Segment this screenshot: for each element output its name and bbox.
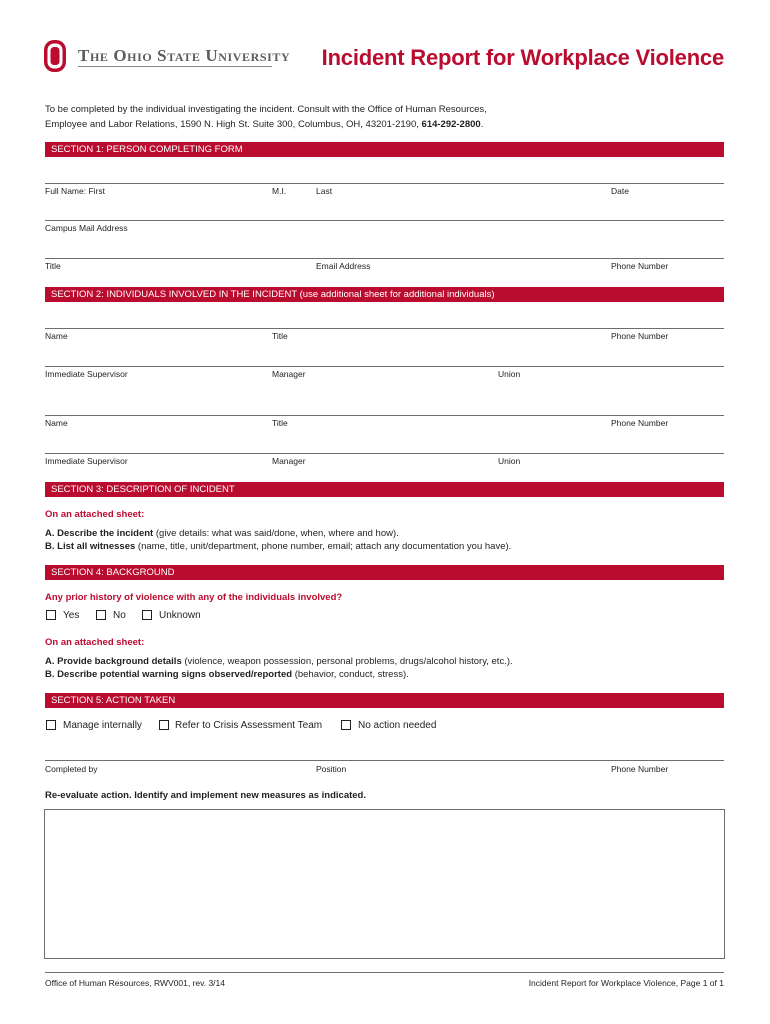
section-4-subhead: On an attached sheet: — [45, 637, 145, 648]
checkbox-refer-crisis-team-label: Refer to Crisis Assessment Team — [175, 720, 323, 731]
checkbox-unknown[interactable] — [142, 610, 152, 620]
section-3-subhead: On an attached sheet: — [45, 509, 145, 520]
label-supervisor: Immediate Supervisor — [45, 456, 128, 466]
label-individual-phone: Phone Number — [611, 418, 669, 428]
ohio-state-logo-icon — [44, 40, 66, 72]
intro-end: . — [480, 118, 484, 130]
checkbox-unknown-label: Unknown — [159, 610, 201, 621]
checkbox-no-label: No — [113, 610, 126, 621]
intro-line-2 — [45, 118, 487, 133]
section-3-item-b — [45, 540, 511, 554]
university-name: The Ohio State University — [78, 46, 291, 65]
reevaluate-instruction: Re-evaluate action. Identify and implement new measures as indicated. — [45, 790, 366, 801]
label-individual-title: Title — [272, 331, 288, 341]
label-union: Union — [498, 456, 521, 466]
item-b-bold: B. Describe potential warning signs observed/reported — [45, 669, 293, 680]
intro-line-1: To be completed by the individual investigating the incident. Consult with the Office of Human Resources, — [45, 104, 487, 115]
item-b-bold: B. List all witnesses — [45, 541, 136, 552]
label-title: Title — [45, 261, 61, 271]
checkbox-yes-label: Yes — [63, 610, 80, 621]
field-line-individual-1-name[interactable] — [45, 328, 724, 329]
section-4-header: SECTION 4: BACKGROUND — [45, 565, 724, 580]
section-3-item-a — [45, 527, 399, 541]
field-line-completed-by[interactable] — [45, 760, 724, 761]
label-full-name-first: Full Name: First — [45, 186, 105, 196]
intro-phone: 614-292-2800 — [421, 118, 481, 130]
footer-right: Incident Report for Workplace Violence, Page 1 of 1 — [528, 978, 724, 988]
intro-text — [45, 103, 487, 132]
label-completed-by: Completed by — [45, 764, 98, 774]
label-last: Last — [316, 186, 333, 196]
label-individual-phone: Phone Number — [611, 331, 669, 341]
label-individual-title: Title — [272, 418, 288, 428]
checkbox-no[interactable] — [96, 610, 106, 620]
item-a-rest: (violence, weapon possession, personal problems, drugs/alcohol history, etc.). — [181, 656, 513, 667]
label-supervisor: Immediate Supervisor — [45, 369, 128, 379]
checkbox-refer-crisis-team[interactable] — [159, 720, 169, 730]
label-manager: Manager — [272, 456, 306, 466]
checkbox-yes[interactable] — [46, 610, 56, 620]
field-line-title-email-phone[interactable] — [45, 258, 724, 259]
label-campus-mail: Campus Mail Address — [45, 223, 128, 233]
label-date: Date — [611, 186, 629, 196]
intro-address: Employee and Labor Relations, 1590 N. High St. Suite 300, Columbus, OH, 43201-2190, — [45, 118, 422, 130]
section-4-item-a — [45, 655, 513, 669]
checkbox-manage-internally[interactable] — [46, 720, 56, 730]
label-phone: Phone Number — [611, 261, 669, 271]
section-2-header: SECTION 2: INDIVIDUALS INVOLVED IN THE INCIDENT (use additional sheet for additional individuals) — [45, 287, 724, 302]
item-b-rest: (name, title, unit/department, phone number, email; attach any documentation you have). — [135, 541, 512, 552]
field-line-individual-1-supervisor[interactable] — [45, 366, 724, 367]
item-a-rest: (give details: what was said/done, when, where and how). — [153, 528, 399, 539]
footer-left: Office of Human Resources, RWV001, rev. 3/14 — [45, 978, 225, 988]
item-a-bold: A. Describe the incident — [45, 528, 154, 539]
section-3-header: SECTION 3: DESCRIPTION OF INCIDENT — [45, 482, 724, 497]
footer-divider — [45, 972, 724, 973]
label-manager: Manager — [272, 369, 306, 379]
section-1-header: SECTION 1: PERSON COMPLETING FORM — [45, 142, 724, 157]
label-position: Position — [316, 764, 347, 774]
logo-underline — [78, 66, 272, 67]
item-b-rest: (behavior, conduct, stress). — [292, 669, 409, 680]
item-a-bold: A. Provide background details — [45, 656, 182, 667]
field-line-full-name[interactable] — [45, 183, 724, 184]
field-line-individual-2-supervisor[interactable] — [45, 453, 724, 454]
section-5-header: SECTION 5: ACTION TAKEN — [45, 693, 724, 708]
label-email: Email Address — [316, 261, 371, 271]
section-4-item-b — [45, 668, 409, 682]
label-name: Name — [45, 418, 68, 428]
field-line-individual-2-name[interactable] — [45, 415, 724, 416]
reevaluate-notes-box[interactable] — [44, 809, 725, 959]
field-line-campus-mail[interactable] — [45, 220, 724, 221]
checkbox-no-action[interactable] — [341, 720, 351, 730]
label-mi: M.I. — [272, 186, 287, 196]
label-completed-phone: Phone Number — [611, 764, 669, 774]
history-question: Any prior history of violence with any of the individuals involved? — [45, 592, 343, 603]
checkbox-no-action-label: No action needed — [358, 720, 437, 731]
page-title: Incident Report for Workplace Violence — [321, 45, 724, 70]
label-union: Union — [498, 369, 521, 379]
checkbox-manage-internally-label: Manage internally — [63, 720, 142, 731]
label-name: Name — [45, 331, 68, 341]
